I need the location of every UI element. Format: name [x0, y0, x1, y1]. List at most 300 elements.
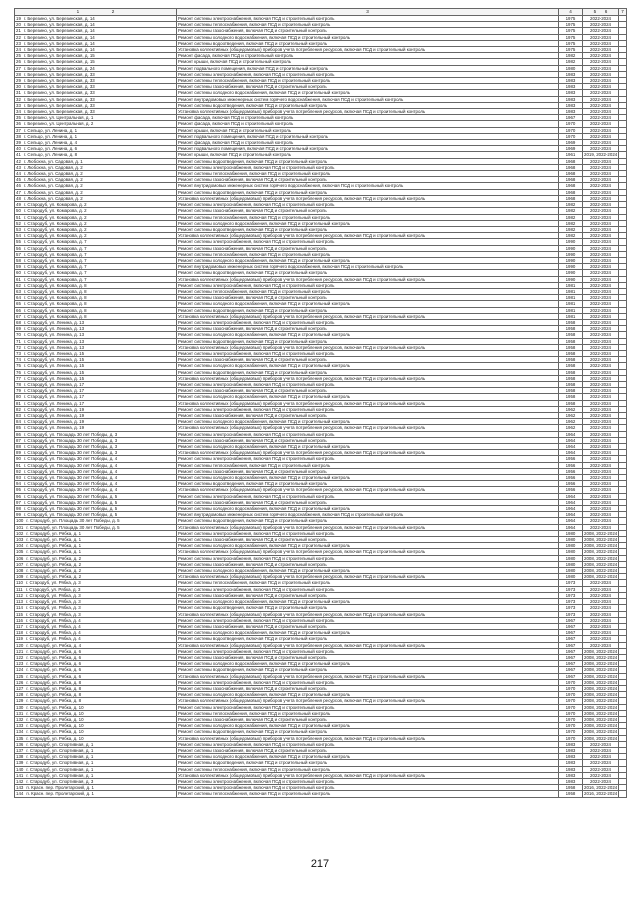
work-cell: Ремонт системы электроснабжения, включая ПСД и строительный контроль — [177, 586, 559, 592]
address-text: г. Стародуб, ул. Рябка, д. 8 — [26, 685, 82, 691]
year-cell: 1970 — [559, 723, 583, 729]
year-cell: 1968 — [559, 183, 583, 189]
row-number: 123 — [16, 661, 24, 667]
work-cell: Ремонт системы электроснабжения, включая ПСД и строительный контроль — [177, 493, 559, 499]
row-number: 34 — [16, 109, 21, 115]
address-text: г. Стародуб, ул. Ленина, д. 13 — [23, 338, 85, 344]
work-cell: Ремонт системы холодного водоснабжения, включая ПСД и строительный контроль — [177, 630, 559, 636]
year-cell: 1961 — [559, 152, 583, 158]
period-cell: 2022-2024 — [583, 754, 619, 760]
address-text: г. Березино, ул. Березинская, д. 33 — [23, 90, 95, 96]
year-cell: 1981 — [559, 313, 583, 319]
year-cell: 1958 — [559, 388, 583, 394]
year-cell: 1964 — [559, 499, 583, 505]
work-cell: Ремонт системы электроснабжения, включая ПСД и строительный контроль — [177, 741, 559, 747]
work-cell: Установка коллективных (общедомовых) приборов учета потребления ресурсов, включая ПСД и строительный контроль — [177, 772, 559, 778]
address-text: г. Березино, ул. Березинская, д. 24 — [23, 65, 95, 71]
work-cell: Установка коллективных (общедомовых) приборов учета потребления ресурсов, включая ПСД и строительный контроль — [177, 313, 559, 319]
address-text: г. Сельцо, ул. Ленина, д. 6 — [23, 146, 78, 152]
period-cell: 2022-2024 — [583, 518, 619, 524]
work-cell: Ремонт системы холодного водоснабжения, включая ПСД и строительный контроль — [177, 661, 559, 667]
period-cell: 2022-2024 — [583, 623, 619, 629]
row-number: 103 — [16, 537, 24, 543]
work-cell: Ремонт системы холодного водоснабжения, включая ПСД и строительный контроль — [177, 723, 559, 729]
column-header-6: 6 — [604, 9, 608, 15]
year-cell: 1982 — [559, 214, 583, 220]
address-text: г. Сельцо, ул. Ленина, д. 1 — [23, 133, 78, 139]
period-cell: 2022-2024 — [583, 617, 619, 623]
period-cell: 2022-2024 — [583, 251, 619, 257]
work-cell: Ремонт системы газоснабжения, включая ПСД и строительный контроль — [177, 561, 559, 567]
address-text: г. Стародуб, ул. Комарова, д. 7 — [23, 257, 87, 263]
row-number: 142 — [16, 778, 24, 784]
year-cell: 1968 — [559, 195, 583, 201]
row-number: 77 — [16, 375, 21, 381]
address-text: г. Стародуб, ул. Ленина, д. 13 — [23, 332, 85, 338]
address-text: г. Стародуб, ул. Площадь 30 лет Победы, д. 5 — [26, 524, 120, 530]
period-cell: 2008, 2022-2024 — [584, 710, 618, 716]
address-text: г. Стародуб, ул. Рябка, д. 8 — [26, 679, 82, 685]
year-cell: 1983 — [559, 760, 583, 766]
year-cell: 1983 — [559, 772, 583, 778]
row-number: 36 — [16, 121, 21, 127]
year-cell: 1958 — [559, 326, 583, 332]
period-cell: 2022-2024 — [583, 636, 619, 642]
column-header-1: 1 — [76, 9, 80, 15]
row-number: 132 — [16, 716, 24, 722]
work-cell: Установка коллективных (общедомовых) приборов учета потребления ресурсов, включая ПСД и строительный контроль — [177, 425, 559, 431]
period-cell: 2008, 2022-2024 — [584, 723, 618, 729]
row-number: 122 — [16, 654, 24, 660]
period-cell: 2008, 2022-2024 — [584, 543, 618, 549]
period-cell: 2008, 2022-2024 — [584, 673, 618, 679]
address-text: г. Стародуб, ул. Площадь 30 лет Победы, д. 4 — [23, 481, 118, 487]
address-text: г. Стародуб, ул. Ленина, д. 17 — [23, 381, 85, 387]
period-cell: 2008, 2022-2024 — [584, 530, 618, 536]
table-row — [15, 791, 627, 797]
period-cell: 2008, 2022-2024 — [584, 679, 618, 685]
work-cell: Ремонт системы газоснабжения, включая ПСД и строительный контроль — [177, 208, 559, 214]
year-cell: 1980 — [559, 574, 583, 580]
address-text: г. Стародуб, ул. Спортивная, д. 1 — [26, 766, 94, 772]
address-text: г. Стародуб, ул. Комарова, д. 8 — [23, 282, 87, 288]
work-cell: Установка коллективных (общедомовых) приборов учета потребления ресурсов, включая ПСД и строительный контроль — [177, 549, 559, 555]
year-cell: 1964 — [559, 437, 583, 443]
row-number: 140 — [16, 766, 24, 772]
address-text: г. Стародуб, ул. Ленина, д. 15 — [23, 357, 85, 363]
year-cell: 1964 — [559, 524, 583, 530]
address-text: г. Стародуб, ул. Комарова, д. 2 — [23, 208, 87, 214]
year-cell: 1983 — [559, 71, 583, 77]
row-number: 121 — [16, 648, 24, 654]
year-cell: 1982 — [559, 226, 583, 232]
work-cell: Ремонт системы холодного водоснабжения, включая ПСД и строительный контроль — [177, 506, 559, 512]
period-cell: 2022-2024 — [583, 34, 619, 40]
year-cell: 1983 — [559, 102, 583, 108]
address-text: г. Стародуб, ул. Рябка, д. 1 — [26, 549, 82, 555]
period-cell: 2022-2024 — [583, 741, 619, 747]
year-cell: 1982 — [559, 220, 583, 226]
period-cell: 2022-2024 — [583, 344, 619, 350]
year-cell: 1967 — [559, 642, 583, 648]
row-number: 118 — [16, 630, 23, 636]
period-cell: 2022-2024 — [583, 332, 619, 338]
work-cell: Ремонт системы водоотведения, включая ПСД и строительный контроль — [177, 481, 559, 487]
period-cell: 2022-2024 — [583, 164, 619, 170]
address-text: г. Стародуб, ул. Комарова, д. 8 — [23, 295, 87, 301]
year-cell: 1982 — [559, 233, 583, 239]
address-text: г. Стародуб, ул. Площадь 30 лет Победы, д. 4 — [23, 475, 118, 481]
row-number: 39 — [16, 140, 21, 146]
year-cell: 1970 — [559, 704, 583, 710]
column-header-2: 2 — [111, 9, 115, 15]
work-cell: Установка коллективных (общедомовых) приборов учета потребления ресурсов, включая ПСД и строительный контроль — [177, 400, 559, 406]
work-cell: Ремонт системы водоотведения, включая ПСД и строительный контроль — [177, 226, 559, 232]
row-number: 83 — [16, 413, 21, 418]
row-number: 98 — [16, 506, 21, 512]
period-cell: 2022-2024 — [583, 394, 619, 400]
row-number: 135 — [16, 735, 24, 741]
period-cell: 2022-2024 — [583, 282, 619, 288]
row-number: 47 — [16, 189, 21, 195]
row-number: 136 — [16, 741, 24, 747]
year-cell: 1958 — [559, 363, 583, 369]
work-cell: Ремонт системы холодного водоснабжения, включая ПСД и строительный контроль — [177, 692, 559, 698]
row-number: 138 — [16, 754, 24, 760]
work-cell: Ремонт системы холодного водоснабжения, включая ПСД и строительный контроль — [177, 363, 559, 369]
period-cell: 2022-2024 — [583, 71, 619, 77]
address-text: г. Любохна, ул. Садовая, д. 2 — [23, 164, 83, 170]
period-cell: 2022-2024 — [583, 226, 619, 232]
address-text: г. Стародуб, ул. Комарова, д. 2 — [23, 214, 87, 220]
address-text: г. Стародуб, ул. Рябка, д. 4 — [26, 623, 81, 629]
period-cell: 2022-2024 — [583, 388, 619, 394]
address-text: г. Стародуб, ул. Ленина, д. 19 — [23, 406, 85, 412]
column-header-3: 3 — [177, 9, 559, 16]
work-cell: Ремонт системы электроснабжения, включая ПСД и строительный контроль — [177, 456, 559, 462]
work-cell: Ремонт системы холодного водоснабжения, включая ПСД и строительный контроль — [177, 257, 559, 263]
row-number: 104 — [16, 543, 24, 549]
address-text: г. Стародуб, ул. Площадь 30 лет Победы, д. 4 — [23, 456, 118, 462]
year-cell: 1970 — [559, 685, 583, 691]
work-cell: Ремонт системы холодного водоснабжения, включая ПСД и строительный контроль — [177, 568, 559, 574]
period-cell: 2022-2024 — [583, 580, 619, 586]
period-cell: 2022-2024 — [583, 487, 619, 493]
address-text: г. Стародуб, ул. Спортивная, д. 3 — [26, 778, 94, 784]
column-number-row — [15, 9, 627, 16]
work-cell: Ремонт системы холодного водоснабжения, включая ПСД и строительный контроль — [177, 90, 559, 96]
work-cell: Ремонт системы теплоснабжения, включая ПСД и строительный контроль — [177, 214, 559, 220]
period-cell: 2022-2024 — [583, 59, 619, 65]
empty-cell — [619, 791, 627, 797]
period-cell: 2022-2024 — [583, 413, 619, 419]
work-cell: Ремонт подвального помещения, включая ПСД и строительный контроль — [177, 65, 559, 71]
row-number: 109 — [16, 574, 24, 580]
row-number: 51 — [16, 214, 21, 220]
year-cell: 1982 — [559, 208, 583, 214]
row-number: 70 — [16, 332, 21, 338]
column-header — [15, 9, 177, 16]
row-number: 90 — [16, 456, 21, 462]
year-cell: 1973 — [559, 586, 583, 592]
period-cell: 2022-2024 — [583, 177, 619, 183]
year-cell: 1975 — [559, 47, 583, 53]
period-cell: 2022-2024 — [583, 239, 619, 245]
row-number: 45 — [16, 177, 21, 183]
year-cell: 1967 — [559, 667, 583, 673]
work-cell: Ремонт крыши, включая ПСД и строительный контроль — [177, 127, 559, 133]
address-text: г. Стародуб, ул. Площадь 30 лет Победы, д. 3 — [23, 450, 118, 456]
work-cell: Ремонт системы холодного водоснабжения, включая ПСД и строительный контроль — [177, 394, 559, 400]
work-cell: Ремонт системы водоотведения, включая ПСД и строительный контроль — [177, 270, 559, 276]
period-cell: 2008, 2022-2024 — [584, 561, 618, 567]
address-text: г. Стародуб, ул. Рябка, д. 1 — [26, 537, 82, 543]
year-cell: 1962 — [559, 419, 583, 425]
address-text: г. Стародуб, ул. Рябка, д. 1 — [26, 543, 82, 549]
year-cell: 1967 — [559, 115, 583, 121]
address-text: г. Стародуб, ул. Комарова, д. 2 — [23, 220, 87, 226]
row-number: 79 — [16, 388, 21, 394]
period-cell: 2022-2024 — [583, 295, 619, 301]
period-cell: 2022-2024 — [583, 319, 619, 325]
row-number: 110 — [16, 580, 23, 586]
work-cell: Ремонт системы газоснабжения, включая ПСД и строительный контроль — [177, 357, 559, 363]
year-cell: 1956 — [559, 475, 583, 481]
address-text: г. Стародуб, ул. Рябка, д. 6 — [26, 648, 82, 654]
address-text: г. Стародуб, ул. Спортивная, д. 1 — [26, 772, 94, 778]
address-text: г. Стародуб, ул. Рябка, д. 6 — [26, 667, 82, 673]
year-cell: 1982 — [559, 202, 583, 208]
address-text: г. Березино, ул. Березинская, д. 14 — [23, 28, 95, 34]
row-number: 87 — [16, 437, 21, 443]
year-cell: 1990 — [559, 270, 583, 276]
period-cell: 2008, 2022-2024 — [584, 555, 618, 561]
work-cell: Ремонт системы водоотведения, включая ПСД и строительный контроль — [177, 636, 559, 642]
period-cell: 2022-2024 — [583, 90, 619, 96]
period-cell: 2022-2024 — [583, 208, 619, 214]
period-cell: 2022-2024 — [583, 214, 619, 220]
work-cell: Ремонт системы водоотведения, включая ПСД и строительный контроль — [177, 369, 559, 375]
work-cell: Ремонт фасада, включая ПСД и строительный контроль — [177, 140, 559, 146]
year-cell: 1980 — [559, 568, 583, 574]
period-cell: 2022-2024 — [583, 133, 619, 139]
address-text: г. Стародуб, ул. Площадь 30 лет Победы, д. 5 — [26, 518, 120, 524]
row-number: 30 — [16, 84, 21, 90]
period-cell: 2008, 2022-2024 — [584, 704, 618, 710]
address-text: г. Березино, ул. Березинская, д. 15 — [23, 53, 95, 59]
period-cell: 2022-2024 — [583, 102, 619, 108]
row-number: 69 — [16, 326, 21, 332]
period-cell: 2022-2024 — [583, 22, 619, 28]
work-cell: Ремонт системы газоснабжения, включая ПСД и строительный контроль — [177, 716, 559, 722]
work-cell: Ремонт системы теплоснабжения, включая ПСД и строительный контроль — [177, 171, 559, 177]
work-cell: Ремонт системы водоотведения, включая ПСД и строительный контроль — [177, 40, 559, 46]
year-cell: 1983 — [559, 766, 583, 772]
period-cell: 2022-2024 — [583, 183, 619, 189]
address-text: г. Березино, ул. Березинская, д. 14 — [23, 16, 95, 21]
period-cell: 2022-2024 — [583, 220, 619, 226]
address-text: г. Стародуб, ул. Рябка, д. 3 — [25, 586, 81, 592]
row-number: 46 — [16, 183, 21, 189]
address-text: г. Стародуб, ул. Рябка, д. 8 — [26, 698, 82, 704]
year-cell: 1958 — [559, 357, 583, 363]
year-cell: 1967 — [559, 617, 583, 623]
work-cell: Ремонт системы холодного водоснабжения, включая ПСД и строительный контроль — [177, 332, 559, 338]
address-text: г. Березино, ул. Березинская, д. 15 — [23, 59, 95, 65]
address-text: г. Стародуб, ул. Ленина, д. 15 — [23, 363, 85, 369]
address-text: г. Стародуб, ул. Рябка, д. 10 — [26, 735, 84, 741]
period-cell: 2022-2024 — [583, 512, 619, 518]
work-cell: Ремонт системы водоотведения, включая ПСД и строительный контроль — [177, 158, 559, 164]
row-number: 32 — [16, 96, 21, 102]
period-cell: 2008, 2022-2024 — [584, 568, 618, 574]
work-cell: Ремонт крыши, включая ПСД и строительный контроль — [177, 152, 559, 158]
row-number: 48 — [16, 195, 21, 201]
period-cell: 2022-2024 — [583, 375, 619, 381]
row-number: 44 — [16, 171, 21, 177]
address-text: г. Стародуб, ул. Ленина, д. 17 — [23, 388, 85, 394]
row-number: 41 — [16, 152, 21, 158]
address-text: г. Стародуб, ул. Ленина, д. 19 — [23, 413, 85, 418]
period-cell: 2008, 2022-2024 — [584, 729, 618, 735]
work-cell: Ремонт внутридомовых инженерных систем горячего водоснабжения, включая ПСД и строительный контроль — [177, 183, 559, 189]
address-text: г. Стародуб, ул. Спортивная, д. 1 — [26, 754, 94, 760]
work-cell: Ремонт системы газоснабжения, включая ПСД и строительный контроль — [177, 326, 559, 332]
period-cell: 2022-2024 — [583, 109, 619, 115]
year-cell: 1958 — [559, 791, 583, 797]
period-cell: 2022-2024 — [583, 506, 619, 512]
period-cell: 2022-2024 — [583, 363, 619, 369]
period-cell: 2022-2024 — [583, 444, 619, 450]
year-cell: 1968 — [559, 177, 583, 183]
work-cell: Установка коллективных (общедомовых) приборов учета потребления ресурсов, включая ПСД и строительный контроль — [177, 375, 559, 381]
work-cell: Ремонт системы газоснабжения, включая ПСД и строительный контроль — [177, 84, 559, 90]
row-number: 137 — [16, 747, 24, 753]
work-cell: Ремонт системы газоснабжения, включая ПСД и строительный контроль — [177, 295, 559, 301]
row-number: 29 — [16, 78, 21, 84]
page-number: 217 — [310, 858, 330, 870]
work-cell: Ремонт системы электроснабжения, включая ПСД и строительный контроль — [177, 381, 559, 387]
work-cell: Ремонт системы водоотведения, включая ПСД и строительный контроль — [177, 729, 559, 735]
work-cell: Ремонт системы холодного водоснабжения, включая ПСД и строительный контроль — [177, 599, 559, 605]
address-text: г. Любохна, ул. Садовая, д. 2 — [23, 183, 83, 189]
address-text: г. Стародуб, ул. Ленина, д. 15 — [23, 375, 85, 381]
work-cell: Ремонт системы газоснабжения, включая ПСД и строительный контроль — [177, 654, 559, 660]
year-cell: 1964 — [559, 450, 583, 456]
year-cell: 1990 — [559, 276, 583, 282]
address-text: г. Стародуб, ул. Комарова, д. 8 — [23, 301, 87, 307]
row-number: 54 — [16, 233, 21, 239]
work-cell: Установка коллективных (общедомовых) приборов учета потребления ресурсов, включая ПСД и строительный контроль — [177, 487, 559, 493]
work-cell: Ремонт системы холодного водоснабжения, включая ПСД и строительный контроль — [177, 475, 559, 481]
year-cell: 1981 — [559, 295, 583, 301]
address-text: г. Стародуб, ул. Рябка, д. 3 — [26, 605, 81, 611]
work-cell: Ремонт системы водоотведения, включая ПСД и строительный контроль — [177, 760, 559, 766]
row-number: 139 — [16, 760, 24, 766]
year-cell: 1990 — [559, 264, 583, 270]
address-text: г. Стародуб, ул. Рябка, д. 10 — [26, 723, 84, 729]
period-cell: 2022-2024 — [583, 642, 619, 648]
period-cell: 2022-2024 — [583, 357, 619, 363]
year-cell: 1956 — [559, 462, 583, 468]
year-cell: 1958 — [559, 369, 583, 375]
row-number: 20 — [16, 22, 21, 28]
row-number: 105 — [16, 549, 24, 555]
address-text: г. Стародуб, ул. Площадь 30 лет Победы, д. 4 — [23, 468, 118, 474]
period-cell: 2022-2024 — [583, 456, 619, 462]
period-cell: 2022-2024 — [583, 121, 619, 127]
address-text: г. Стародуб, ул. Ленина, д. 17 — [23, 394, 85, 400]
period-cell: 2022-2024 — [583, 381, 619, 387]
work-cell: Установка коллективных (общедомовых) приборов учета потребления ресурсов, включая ПСД и строительный контроль — [177, 574, 559, 580]
address-text: г. Стародуб, ул. Спортивная, д. 1 — [26, 741, 94, 747]
address-text: г. Стародуб, ул. Площадь 30 лет Победы, д. 4 — [23, 487, 118, 493]
work-cell: Ремонт системы водоотведения, включая ПСД и строительный контроль — [177, 667, 559, 673]
address-text: г. Стародуб, ул. Рябка, д. 4 — [26, 630, 81, 636]
year-cell: 1983 — [559, 84, 583, 90]
work-cell: Ремонт системы электроснабжения, включая ПСД и строительный контроль — [177, 350, 559, 356]
period-cell: 2022-2024 — [583, 47, 619, 53]
period-cell: 2022-2024 — [583, 140, 619, 146]
row-number: 133 — [16, 723, 24, 729]
address-text: г. Стародуб, ул. Рябка, д. 4 — [26, 617, 81, 623]
row-number: 58 — [16, 257, 21, 263]
year-cell: 1975 — [559, 34, 583, 40]
year-cell: 1964 — [559, 512, 583, 518]
address-text: г. Стародуб, ул. Комарова, д. 8 — [23, 313, 87, 319]
period-cell: 2022-2024 — [583, 307, 619, 313]
address-text: г. Стародуб, ул. Рябка, д. 10 — [26, 710, 84, 716]
year-cell: 1970 — [559, 735, 583, 741]
period-cell: 2008, 2022-2024 — [584, 549, 618, 555]
address-text: г. Стародуб, ул. Площадь 30 лет Победы, д. 5 — [23, 493, 118, 499]
row-number: 59 — [16, 264, 21, 270]
year-cell: 1962 — [559, 413, 583, 419]
address-text: п. Красн. пер. Пролетарский, д. 1 — [26, 791, 94, 797]
address-text: г. Стародуб, ул. Рябка, д. 3 — [26, 611, 81, 617]
work-cell: Ремонт системы теплоснабжения, включая ПСД и строительный контроль — [177, 580, 559, 586]
row-number: 100 — [16, 518, 24, 524]
column-header-4: 4 — [559, 9, 583, 16]
address-text: г. Стародуб, ул. Площадь 30 лет Победы, д. 3 — [23, 431, 118, 437]
row-number: 40 — [16, 146, 21, 152]
year-cell: 1981 — [559, 282, 583, 288]
year-cell: 1967 — [559, 636, 583, 642]
row-number: 93 — [16, 475, 21, 481]
repair-schedule-table — [14, 8, 627, 798]
address-text: г. Березино, ул. Березинская, д. 14 — [23, 22, 95, 28]
year-cell: 1983 — [559, 747, 583, 753]
row-number: 71 — [16, 338, 21, 344]
row-number: 31 — [16, 90, 21, 96]
address-text: г. Березино, ул. Центральная, д. 1 — [23, 115, 94, 121]
work-cell: Ремонт системы газоснабжения, включая ПСД и строительный контроль — [177, 245, 559, 251]
period-cell: 2016, 2022-2024 — [584, 785, 618, 791]
row-number: 141 — [16, 772, 24, 778]
row-number: 80 — [16, 394, 21, 400]
row-number: 129 — [16, 698, 24, 704]
year-cell: 1958 — [559, 400, 583, 406]
year-cell: 1964 — [559, 444, 583, 450]
work-cell: Ремонт подвального помещения, включая ПСД и строительный контроль — [177, 133, 559, 139]
year-cell: 1968 — [559, 171, 583, 177]
row-number: 81 — [16, 400, 21, 406]
period-cell: 2022-2024 — [583, 760, 619, 766]
year-cell: 1980 — [559, 555, 583, 561]
year-cell: 1958 — [559, 394, 583, 400]
year-cell: 1958 — [559, 338, 583, 344]
address-text: г. Стародуб, ул. Рябка, д. 10 — [26, 716, 84, 722]
